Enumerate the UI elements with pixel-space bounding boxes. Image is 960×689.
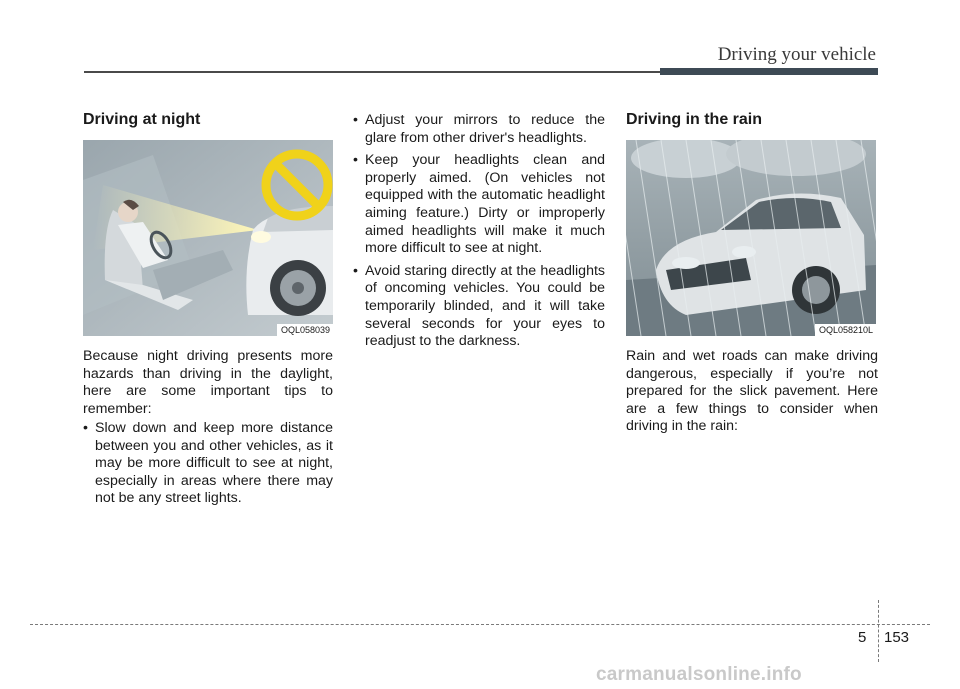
list-item: • Avoid staring directly at the headlights of oncoming vehicles. You could be temporarily blinded, and it will take several seconds for your eyes to readjust to the darkness. bbox=[353, 263, 605, 351]
header-rule bbox=[84, 71, 664, 73]
section-title: Driving your vehicle bbox=[717, 44, 876, 65]
list-item: • Slow down and keep more distance between you and other vehicles, as it may be more difficult to see at night, especially in areas where there may not be any street lights. bbox=[83, 420, 333, 508]
night-driving-image bbox=[83, 140, 333, 336]
watermark: carmanualsonline.info bbox=[596, 664, 802, 685]
figure-code: OQL058210L bbox=[815, 324, 876, 336]
rain-driving-image bbox=[626, 140, 876, 336]
night-driving-illustration bbox=[83, 140, 333, 336]
header-bar bbox=[660, 68, 878, 75]
list-item: • Adjust your mirrors to reduce the glare from other driver's headlights. bbox=[353, 112, 605, 147]
list-item: • Keep your headlights clean and properly aimed. (On vehicles not equipped with the automatic headlight aiming feature.) Dirty or improperly aimed headlights will make it much more difficult to see at night. bbox=[353, 152, 605, 258]
heading-driving-in-rain: Driving in the rain bbox=[626, 111, 763, 128]
chapter-number: 5 bbox=[858, 629, 867, 646]
heading-driving-at-night: Driving at night bbox=[83, 111, 201, 128]
page-number: 153 bbox=[884, 629, 910, 646]
footer-rule bbox=[30, 624, 930, 625]
rain-driving-illustration bbox=[626, 140, 876, 336]
rain-intro-paragraph: Rain and wet roads can make driving dangerous, especially if you’re not prepared for the slick pavement. Here are a few things to consider when driving in the rain: bbox=[626, 348, 878, 435]
night-tips-list bbox=[83, 420, 333, 513]
night-intro-paragraph: Because night driving presents more hazards than driving in the daylight, here are some important tips to remember: bbox=[83, 348, 333, 417]
footer-divider bbox=[878, 600, 879, 662]
figure-code: OQL058039 bbox=[277, 324, 333, 336]
night-tips-list-continued bbox=[353, 112, 605, 356]
